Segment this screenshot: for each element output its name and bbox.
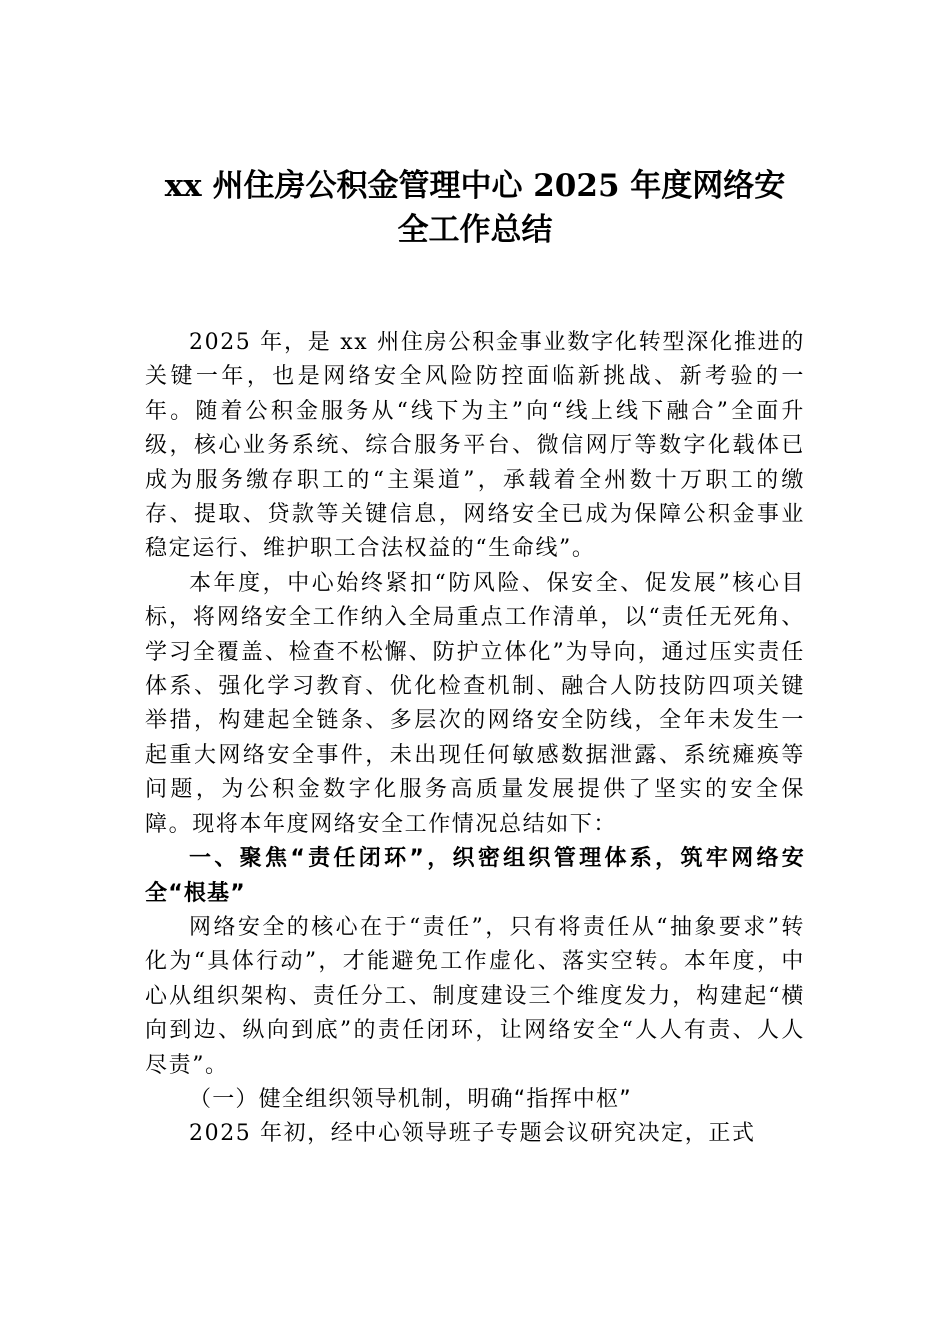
overview-paragraph: 本年度，中心始终紧扣“防风险、保安全、促发展”核心目标，将网络安全工作纳入全局重点工作清单，以“责任无死角、学习全覆盖、检查不松懈、防护立体化”为导向，通过压实责任体系、强化学习教育、优化检查机制、融合人防技防四项关键举措，构建起全链条、多层次的网络安全防线，全年未发生一起重大网络安全事件，未出现任何敏感数据泄露、系统瘫痪等问题，为公积金数字化服务高质量发展提供了坚实的安全保障。现将本年度网络安全工作情况总结如下： — [145, 570, 805, 837]
subsection-heading-1: （一）健全组织领导机制，明确“指挥中枢” — [189, 1086, 632, 1112]
document-title-line-1: xx 州住房公积金管理中心 2025 年度网络安 — [164, 168, 786, 204]
document-body — [145, 326, 805, 1152]
document-title-line-2: 全工作总结 — [397, 212, 553, 248]
intro-paragraph: 2025 年，是 xx 州住房公积金事业数字化转型深化推进的关键一年，也是网络安全风险防控面临新挑战、新考验的一年。随着公积金服务从“线下为主”向“线上线下融合”全面升级，核心业务系统、综合服务平台、微信网厅等数字化载体已成为服务缴存职工的“主渠道”，承载着全州数十万职工的缴存、提取、贷款等关键信息，网络安全已成为保障公积金事业稳定运行、维护职工合法权益的“生命线”。 — [145, 330, 805, 562]
section-heading-1: 一、聚焦“责任闭环”，织密组织管理体系，筑牢网络安全“根基” — [145, 846, 805, 906]
section-1-paragraph: 网络安全的核心在于“责任”，只有将责任从“抽象要求”转化为“具体行动”，才能避免工作虚化、落实空转。本年度，中心从组织架构、责任分工、制度建设三个维度发力，构建起“横向到边、纵向到底”的责任闭环，让网络安全“人人有责、人人尽责”。 — [145, 914, 805, 1078]
subsection-1-paragraph: 2025 年初，经中心领导班子专题会议研究决定，正式 — [189, 1121, 756, 1147]
